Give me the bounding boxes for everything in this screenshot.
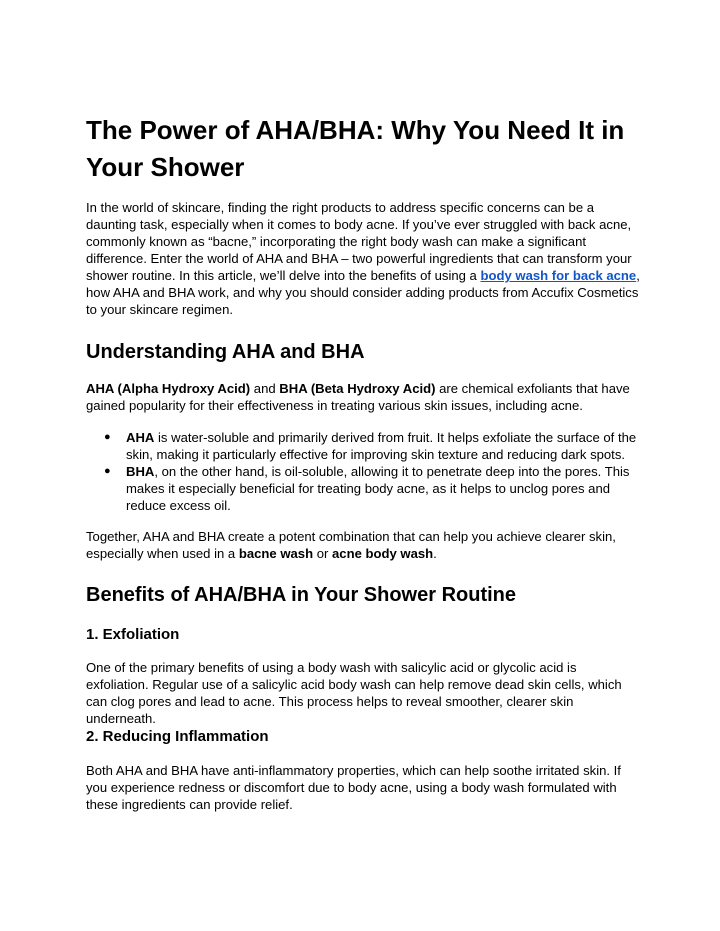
list-item: [86, 463, 642, 514]
definition-text: are chemical exfoliants that have gained popularity for their effectiveness in treating various skin issues, including acne.: [86, 381, 630, 413]
together-paragraph: [86, 528, 642, 562]
inflammation-paragraph: Both AHA and BHA have anti-inflammatory properties, which can help soothe irritated skin. If you experience redness or discomfort due to body acne, using a body wash formulated with these ingredients can provide relief.: [86, 763, 621, 812]
intro-text-after: , how AHA and BHA work, and why you should consider adding products from Accufix Cosmetics to your skincare regimen.: [86, 268, 640, 317]
aha-term: AHA (Alpha Hydroxy Acid): [86, 381, 251, 396]
aha-bha-definition: [86, 380, 642, 414]
bullet-text: , on the other hand, is oil-soluble, allowing it to penetrate deep into the pores. This makes it especially beneficial for treating body acne, as it helps to unclog pores and reduce excess oil.: [126, 464, 630, 513]
bha-term: BHA (Beta Hydroxy Acid): [279, 381, 436, 396]
intro-paragraph: [86, 199, 642, 318]
bullet-icon: ●: [104, 465, 111, 477]
acne-body-wash-term: acne body wash: [332, 546, 434, 561]
bullet-icon: ●: [104, 431, 111, 443]
exfoliation-paragraph: One of the primary benefits of using a body wash with salicylic acid or glycolic acid is exfoliation. Regular use of a salicylic acid body wash can help remove dead skin cells, which can clog pores and lead to acne. This process helps to reveal smoother, clearer skin underneath.: [86, 660, 622, 726]
body-wash-link[interactable]: body wash for back acne: [480, 268, 637, 283]
subheading-inflammation: 2. Reducing Inflammation: [86, 728, 269, 745]
and-text: and: [250, 381, 280, 396]
bullet-term: AHA: [126, 430, 155, 445]
bullet-term: BHA: [126, 464, 155, 479]
list-item: [86, 429, 642, 463]
section-heading-benefits: Benefits of AHA/BHA in Your Shower Routine: [86, 584, 517, 606]
or-text: or: [313, 546, 333, 561]
page-title: The Power of AHA/BHA: Why You Need It in Your Shower: [86, 115, 625, 182]
subheading-exfoliation: 1. Exfoliation: [86, 626, 180, 643]
period-text: .: [433, 546, 437, 561]
together-text: Together, AHA and BHA create a potent combination that can help you achieve clearer skin, especially when used in a: [86, 529, 616, 561]
bacne-wash-term: bacne wash: [238, 546, 314, 561]
aha-bha-bullet-list: [86, 429, 642, 514]
intro-text-before: In the world of skincare, finding the right products to address specific concerns can be a daunting task, especially when it comes to body acne. If you’ve ever struggled with back acne, commonly known as “bacne,” incorporating the right body wash can make a significant difference. Enter the world of AHA and BHA – two powerful ingredients that can transform your shower routine. In this article, we’ll delve into the benefits of using a: [86, 200, 632, 283]
bullet-text: is water-soluble and primarily derived from fruit. It helps exfoliate the surface of the skin, making it particularly effective for improving skin texture and reducing dark spots.: [126, 430, 637, 462]
section-heading-understanding: Understanding AHA and BHA: [86, 341, 365, 363]
